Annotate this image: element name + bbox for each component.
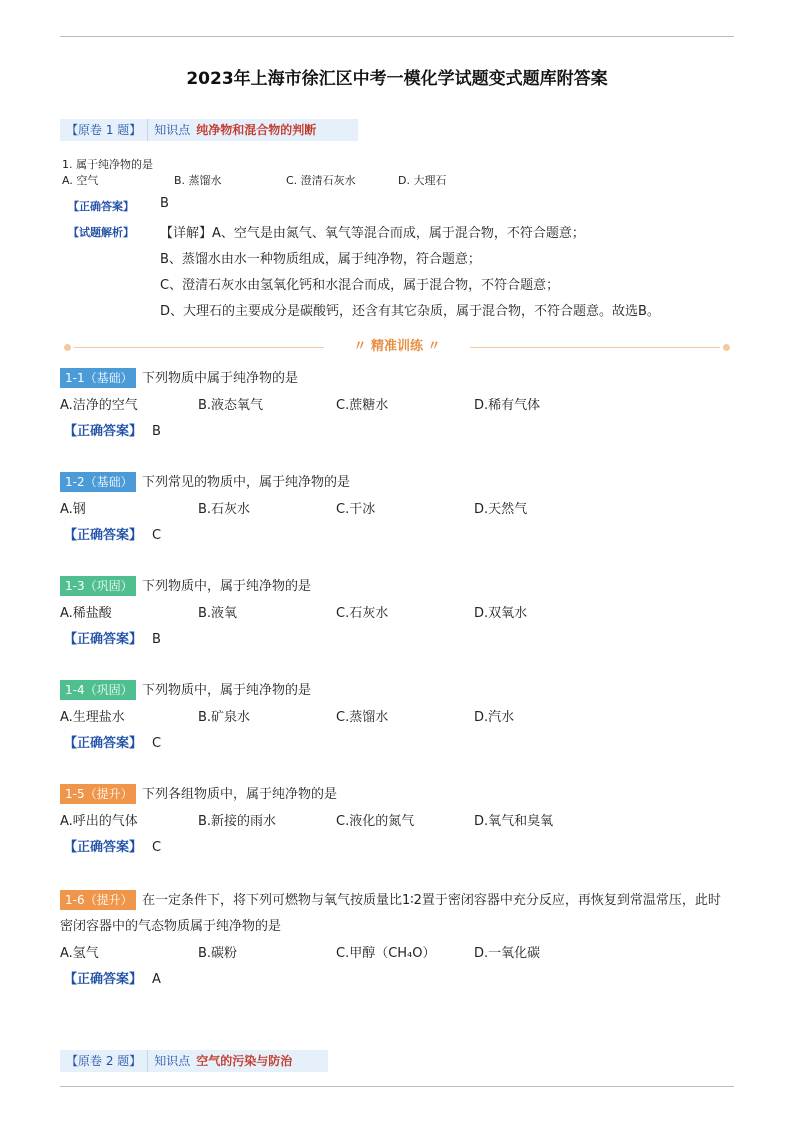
answer-row: [60, 968, 740, 987]
answer-row: [60, 524, 740, 543]
question-options: [60, 394, 740, 414]
option-b: B.石灰水: [198, 502, 251, 517]
option-d: D.天然气: [474, 502, 528, 517]
question-badge: 1-5（提升）: [60, 784, 136, 804]
answer-value: C: [152, 528, 162, 543]
original-answer-value: B: [160, 196, 169, 211]
option-d: D.汽水: [474, 710, 515, 725]
answer-value: A: [152, 972, 161, 987]
answer-row: [60, 628, 740, 647]
option-c: C.石灰水: [336, 606, 389, 621]
original-question-tag: 【原卷 2 题】: [60, 1050, 148, 1072]
answer-row: [60, 836, 740, 855]
question-badge: 1-2（基础）: [60, 472, 136, 492]
question-badge: 1-3（巩固）: [60, 576, 136, 596]
practice-question-1-1: [60, 368, 740, 439]
answer-label: 【正确答案】: [64, 840, 143, 855]
question-head: [60, 888, 732, 940]
page-title: 2023年上海市徐汇区中考一模化学试题变式题库附答案: [186, 69, 608, 89]
original-answer-label: 【正确答案】: [68, 200, 134, 213]
option-a: A.氢气: [60, 946, 99, 961]
answer-label: 【正确答案】: [64, 528, 143, 543]
option-d: D.氧气和臭氧: [474, 814, 554, 829]
option-a: A.呼出的气体: [60, 814, 138, 829]
question-options: [60, 498, 740, 518]
original-option-c: C. 澄清石灰水: [286, 174, 356, 187]
top-rule: [60, 36, 734, 37]
knowledge-point-topic: 纯净物和混合物的判断: [196, 123, 317, 137]
question-text: 下列物质中属于纯净物的是: [142, 371, 299, 386]
answer-value: C: [152, 736, 162, 751]
option-d: D.双氧水: [474, 606, 528, 621]
practice-question-1-2: [60, 472, 740, 543]
answer-row: [60, 732, 740, 751]
answer-label: 【正确答案】: [64, 972, 143, 987]
knowledge-point-label: 知识点: [154, 1054, 191, 1068]
option-b: B.碳粉: [198, 946, 238, 961]
practice-question-1-3: [60, 576, 740, 647]
practice-question-1-6: [60, 888, 740, 987]
knowledge-point-topic: 空气的污染与防治: [196, 1054, 293, 1068]
option-a: A.稀盐酸: [60, 606, 112, 621]
option-d: D.一氧化碳: [474, 946, 541, 961]
original-question-tag: 【原卷 1 题】: [60, 119, 148, 141]
question-head: [60, 368, 740, 389]
original-option-b: B. 蒸馏水: [174, 174, 222, 187]
option-a: A.钢: [60, 502, 86, 517]
answer-label: 【正确答案】: [64, 632, 143, 647]
question-options: [60, 810, 740, 830]
option-c: C.甲醇（CH₄O）: [336, 946, 436, 961]
practice-question-1-4: [60, 680, 740, 751]
question-head: [60, 784, 740, 805]
answer-label: 【正确答案】: [64, 424, 143, 439]
analysis-line-4: D、大理石的主要成分是碳酸钙，还含有其它杂质，属于混合物，不符合题意。故选B。: [160, 304, 660, 319]
option-c: C.蒸馏水: [336, 710, 389, 725]
option-d: D.稀有气体: [474, 398, 541, 413]
answer-label: 【正确答案】: [64, 736, 143, 751]
knowledge-point-bar-2: [60, 1050, 328, 1072]
original-question-text: 1. 属于纯净物的是: [62, 158, 153, 171]
question-head: [60, 576, 740, 597]
divider-title: 〃 精准训练 〃: [353, 339, 441, 354]
divider-dot-right: [723, 344, 730, 351]
answer-value: B: [152, 424, 161, 439]
original-option-a: A. 空气: [62, 174, 99, 187]
practice-divider: [60, 338, 734, 356]
question-head: [60, 680, 740, 701]
option-a: A.洁净的空气: [60, 398, 138, 413]
option-c: C.干冰: [336, 502, 376, 517]
bottom-rule: [60, 1086, 734, 1087]
question-text: 下列物质中，属于纯净物的是: [142, 683, 312, 698]
original-option-d: D. 大理石: [398, 174, 447, 187]
question-badge: 1-4（巩固）: [60, 680, 136, 700]
original-analysis-label: 【试题解析】: [68, 226, 134, 239]
analysis-line-1: 【详解】A、空气是由氮气、氧气等混合而成，属于混合物，不符合题意；: [160, 226, 585, 241]
question-options: [60, 706, 740, 726]
question-head: [60, 472, 740, 493]
practice-question-1-5: [60, 784, 740, 855]
question-options: [60, 602, 740, 622]
option-b: B.矿泉水: [198, 710, 251, 725]
option-b: B.新接的雨水: [198, 814, 277, 829]
knowledge-point-bar-1: [60, 119, 358, 141]
knowledge-point-label: 知识点: [154, 123, 191, 137]
option-c: C.蔗糖水: [336, 398, 389, 413]
question-text: 在一定条件下，将下列可燃物与氧气按质量比1∶2置于密闭容器中充分反应，再恢复到常温常压，此时密闭容器中的气态物质属于纯净物的是: [60, 893, 721, 934]
question-text: 下列各组物质中，属于纯净物的是: [142, 787, 338, 802]
option-b: B.液态氧气: [198, 398, 264, 413]
analysis-line-3: C、澄清石灰水由氢氧化钙和水混合而成，属于混合物，不符合题意；: [160, 278, 560, 293]
question-text: 下列常见的物质中，属于纯净物的是: [142, 475, 351, 490]
answer-row: [60, 420, 740, 439]
question-badge: 1-6（提升）: [60, 890, 136, 910]
analysis-line-2: B、蒸馏水由水一种物质组成，属于纯净物，符合题意；: [160, 252, 481, 267]
question-badge: 1-1（基础）: [60, 368, 136, 388]
question-text: 下列物质中，属于纯净物的是: [142, 579, 312, 594]
option-a: A.生理盐水: [60, 710, 125, 725]
divider-line-right: [470, 347, 720, 348]
option-b: B.液氧: [198, 606, 238, 621]
answer-value: B: [152, 632, 161, 647]
question-options: [60, 942, 740, 962]
answer-value: C: [152, 840, 162, 855]
option-c: C.液化的氮气: [336, 814, 415, 829]
